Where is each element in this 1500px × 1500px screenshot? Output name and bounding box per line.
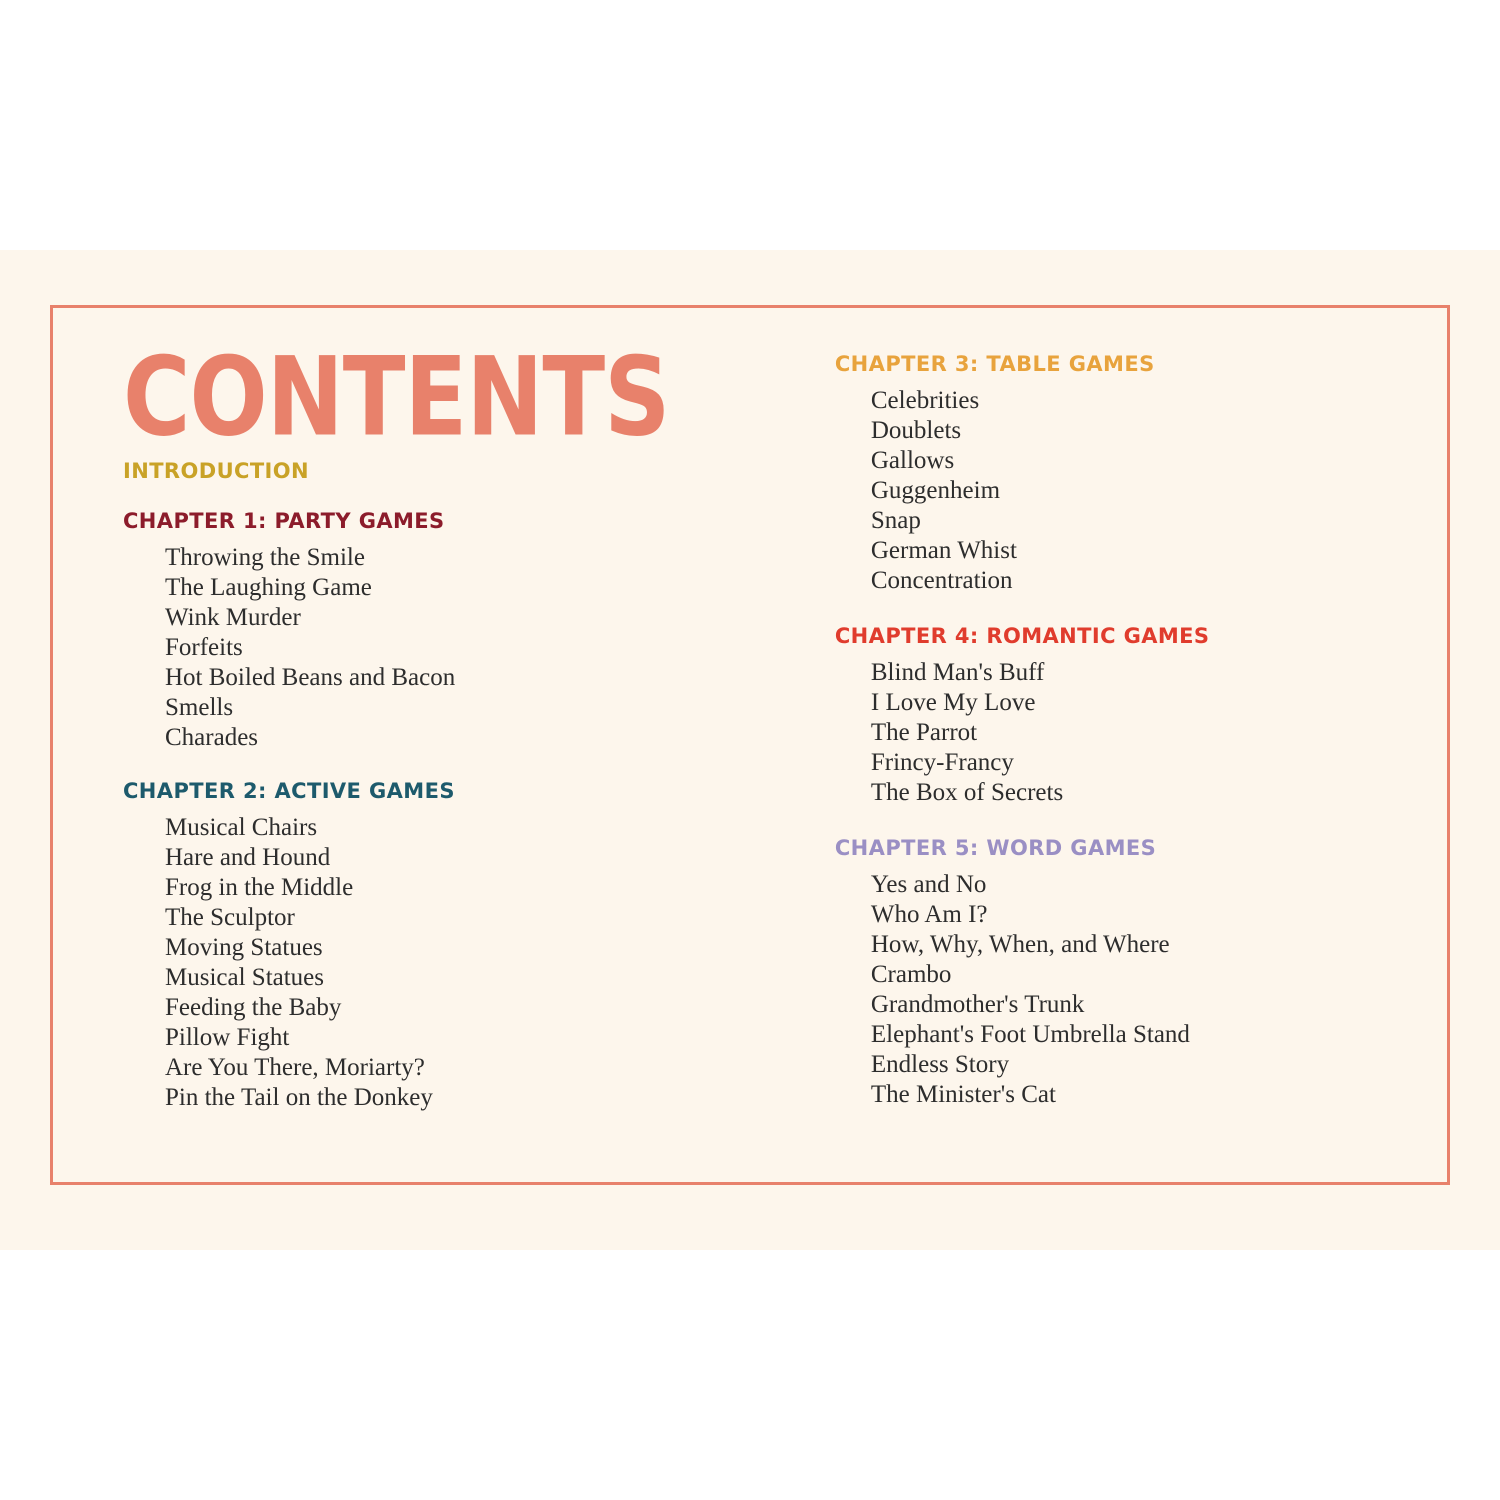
list-item[interactable]: Guggenheim [870, 477, 1001, 504]
list-item[interactable]: Concentration [870, 567, 1013, 594]
section-heading-chapter-5[interactable]: CHAPTER 5: WORD GAMES [834, 836, 1157, 860]
section-heading-chapter-3[interactable]: CHAPTER 3: TABLE GAMES [834, 352, 1155, 376]
list-item[interactable]: Hare and Hound [165, 844, 331, 872]
list-item[interactable]: Elephant's Foot Umbrella Stand [870, 1021, 1190, 1048]
list-item[interactable]: Throwing the Smile [165, 544, 365, 572]
list-item[interactable]: Are You There, Moriarty? [165, 1054, 425, 1082]
game-list-chapter-4 [871, 658, 1447, 808]
list-item[interactable]: Yes and No [870, 871, 987, 898]
list-item[interactable]: Endless Story [870, 1051, 1010, 1078]
contents-columns [53, 308, 1447, 1182]
page-border-frame [50, 305, 1450, 1185]
list-item[interactable]: Hot Boiled Beans and Bacon [165, 664, 456, 692]
game-list-chapter-1 [165, 543, 785, 753]
list-item[interactable]: Gallows [870, 447, 955, 474]
list-item[interactable]: Forfeits [165, 634, 243, 662]
list-item[interactable]: Pillow Fight [165, 1024, 290, 1052]
list-item[interactable]: How, Why, When, and Where [870, 931, 1170, 958]
left-column [53, 308, 785, 1182]
contents-page [0, 250, 1500, 1250]
list-item[interactable]: Smells [165, 694, 234, 722]
list-item[interactable]: Musical Chairs [165, 814, 318, 842]
list-item[interactable]: Snap [870, 507, 921, 534]
list-item[interactable]: Wink Murder [165, 604, 301, 632]
section-heading-chapter-4[interactable]: CHAPTER 4: ROMANTIC GAMES [834, 624, 1210, 648]
list-item[interactable]: Frog in the Middle [165, 874, 354, 902]
list-item[interactable]: Who Am I? [870, 901, 988, 928]
list-item[interactable]: Grandmother's Trunk [870, 991, 1085, 1018]
list-item[interactable]: The Minister's Cat [870, 1081, 1056, 1108]
game-list-chapter-2 [165, 813, 785, 1113]
list-item[interactable]: The Laughing Game [165, 574, 372, 602]
list-item[interactable]: Celebrities [870, 387, 980, 414]
game-list-chapter-5 [871, 870, 1447, 1110]
list-item[interactable]: The Parrot [870, 719, 978, 746]
list-item[interactable]: I Love My Love [870, 689, 1036, 716]
list-item[interactable]: Feeding the Baby [165, 994, 342, 1022]
list-item[interactable]: The Box of Secrets [870, 779, 1064, 806]
right-column [785, 308, 1447, 1182]
list-item[interactable]: Pin the Tail on the Donkey [165, 1084, 433, 1112]
list-item[interactable]: Frincy-Francy [870, 749, 1014, 776]
section-heading-chapter-1[interactable]: CHAPTER 1: PARTY GAMES [123, 509, 445, 534]
list-item[interactable]: Crambo [870, 961, 952, 988]
list-item[interactable]: Doublets [870, 417, 962, 444]
list-item[interactable]: The Sculptor [165, 904, 295, 932]
page-title: CONTENTS [123, 334, 670, 461]
list-item[interactable]: Musical Statues [165, 964, 325, 992]
list-item[interactable]: Moving Statues [165, 934, 323, 962]
section-heading-introduction[interactable]: INTRODUCTION [123, 459, 309, 484]
list-item[interactable]: German Whist [870, 537, 1017, 564]
list-item[interactable]: Charades [165, 724, 259, 752]
game-list-chapter-3 [871, 386, 1447, 596]
list-item[interactable]: Blind Man's Buff [870, 659, 1045, 686]
section-heading-chapter-2[interactable]: CHAPTER 2: ACTIVE GAMES [123, 779, 455, 804]
